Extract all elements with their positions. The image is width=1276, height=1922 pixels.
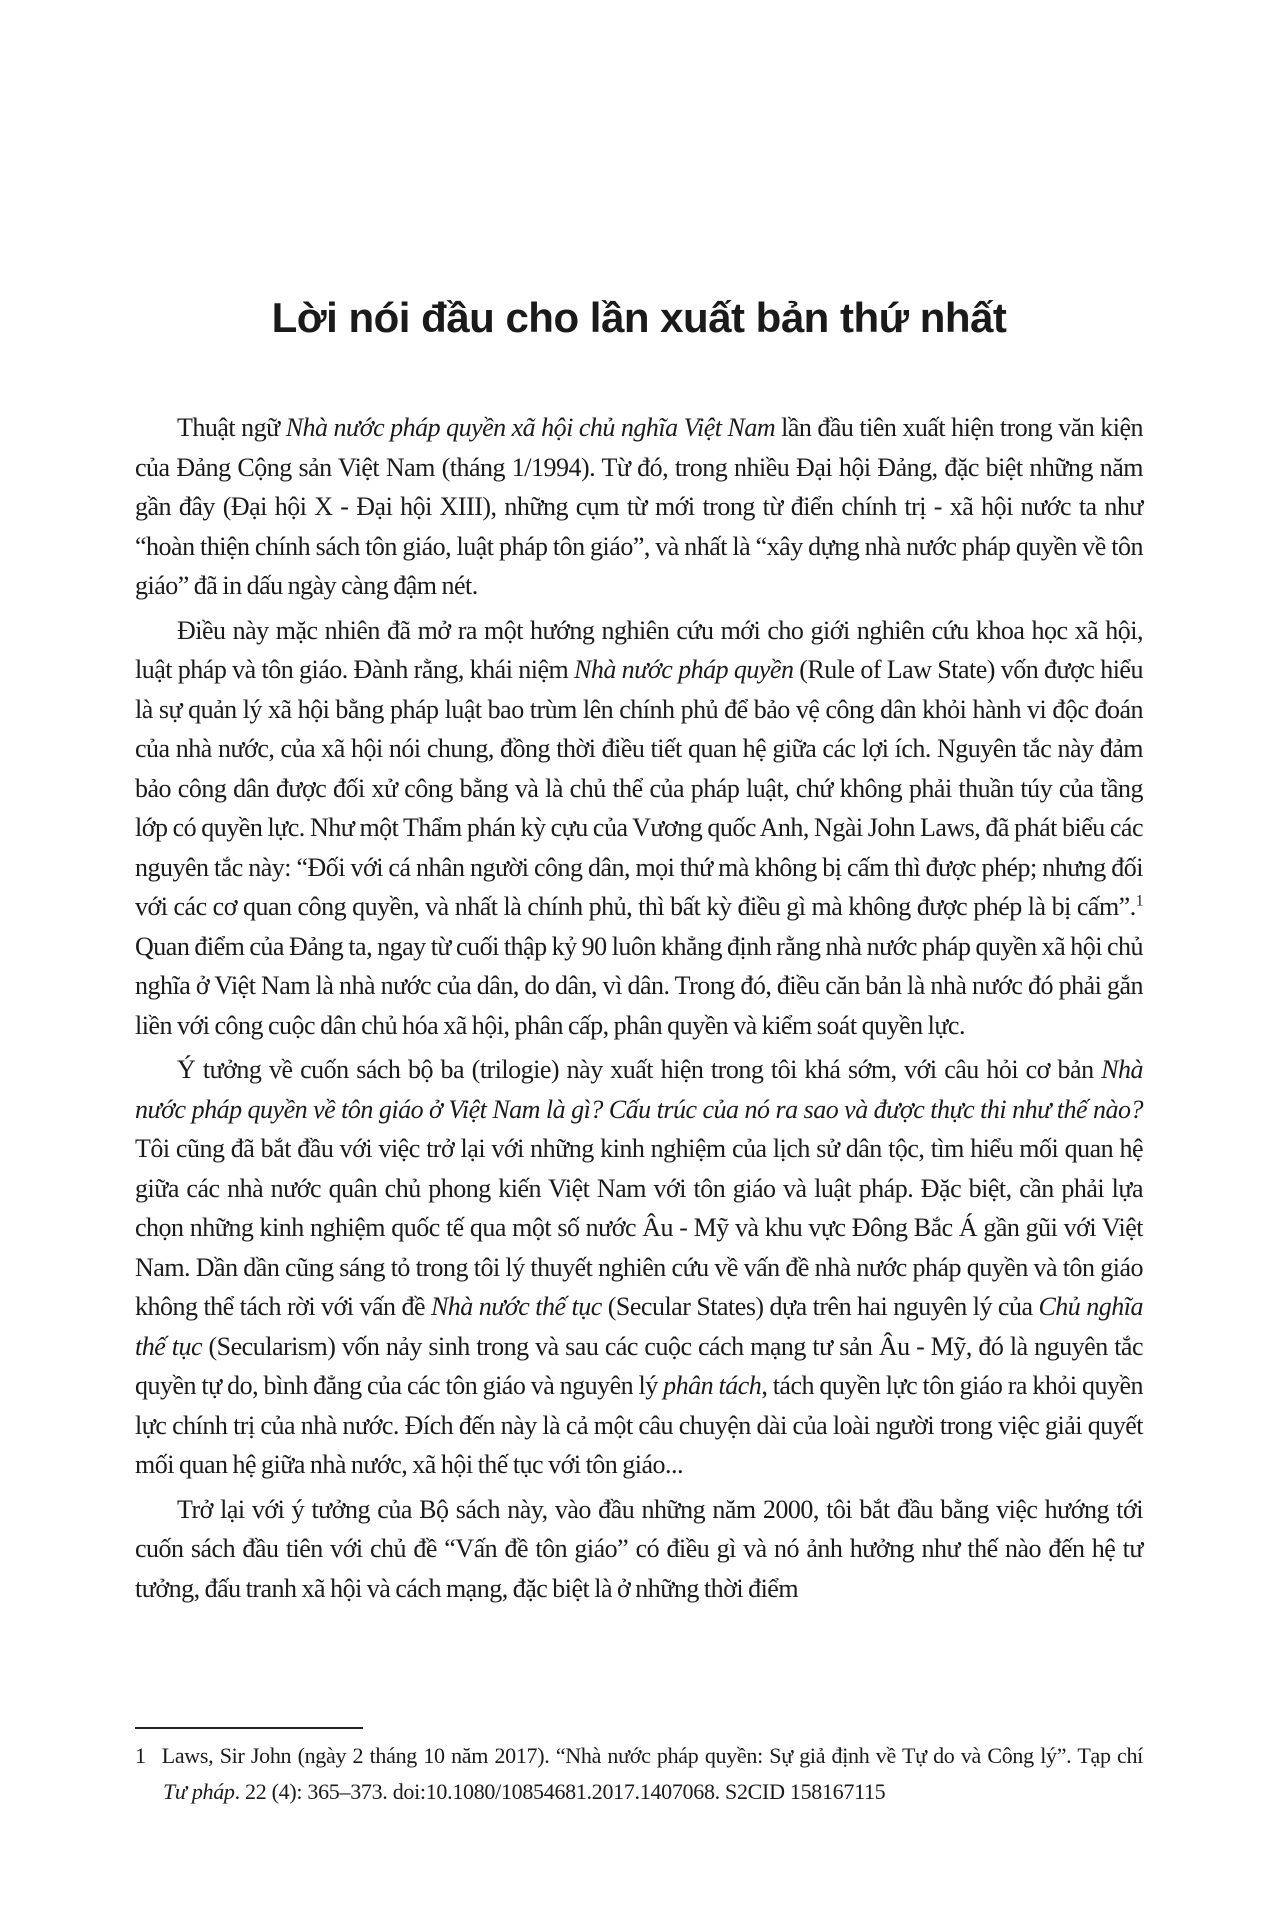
text-segment: (Secular States) dựa trên hai nguyên lý của [601,1292,1039,1322]
text-segment: Chủ nghĩa thế tục [135,1292,1143,1361]
footnote-reference: 1 [1135,892,1143,910]
text-segment: Ý tưởng về cuốn sách bộ ba (trilogie) này xuất hiện trong tôi khá sớm, với câu hỏi cơ bản [177,1055,1102,1085]
text-segment: Nhà nước thế tục [430,1292,602,1322]
footnote-segment: . 22 (4): 365–373. doi:10.1080/10854681.2017.1407068. S2CID 158167115 [234,1779,886,1804]
footnote-segment: Laws, Sir John (ngày 2 tháng 10 năm 2017). “Nhà nước pháp quyền: Sự giả định về Tự do và Công lý”. Tạp chí [161,1743,1143,1768]
text-segment: Điều này mặc nhiên đã mở ra một hướng nghiên cứu mới cho giới nghiên cứu khoa học xã hội, luật pháp và tôn giáo. Đành rằng, khái niệm [135,615,1143,685]
text-block [135,294,1143,1613]
page-title: Lời nói đầu cho lần xuất bản thứ nhất [271,294,1007,341]
footnote-segment: Tư pháp [163,1779,235,1804]
text-segment: Nhà nước pháp quyền [574,655,794,685]
text-segment: Quan điểm của Đảng ta, ngay từ cuối thập kỷ 90 luôn khẳng định rằng nhà nước pháp quyền xã hội chủ nghĩa ở Việt Nam là nhà nước của dân, do dân, vì dân. Trong đó, điều căn bản là nhà nước đó phải gắn liền với công cuộc dân chủ hóa xã hội, phân cấp, phân quyền và kiểm soát quyền lực. [135,931,1143,1040]
text-segment: Thuật ngữ [177,413,286,443]
paragraph [135,611,1143,1046]
paragraphs [135,408,1143,1608]
text-segment: lần đầu tiên xuất hiện trong văn kiện của Đảng Cộng sản Việt Nam (tháng 1/1994). Từ đó, trong nhiều Đại hội Đảng, đặc biệt những năm gần đây (Đại hội X - Đại hội XIII), những cụm từ mới trong từ điển chính trị - xã hội nước ta như “hoàn thiện chính sách tôn giáo, luật pháp tôn giáo”, và nhất là “xây dựng nhà nước pháp quyền về tôn giáo” đã in dấu ngày càng đậm nét. [135,413,1143,601]
text-segment: Tôi cũng đã bắt đầu với việc trở lại với những kinh nghiệm của lịch sử dân tộc, tìm hiểu mối quan hệ giữa các nhà nước quân chủ phong kiến Việt Nam với tôn giáo và luật pháp. Đặc biệt, cần phải lựa chọn những kinh nghiệm quốc tế qua một số nước Âu - Mỹ và khu vực Đông Bắc Á gần gũi với Việt Nam. Dần dần cũng sáng tỏ trong tôi lý thuyết nghiên cứu về vấn đề nhà nước pháp quyền và tôn giáo không thể tách rời với vấn đề [135,1134,1143,1322]
text-segment: Nhà nước pháp quyền về tôn giáo ở Việt Nam là gì? Cấu trúc của nó ra sao và được thực thi như thế nào? [135,1055,1143,1124]
text-segment: phân tách [663,1371,762,1401]
text-segment: Nhà nước pháp quyền xã hội chủ nghĩa Việt Nam [285,413,776,443]
text-segment: , tách quyền lực tôn giáo ra khỏi quyền lực chính trị của nhà nước. Đích đến này là cả một câu chuyện dài của loài người trong việc giải quyết mối quan hệ giữa nhà nước, xã hội thế tục với tôn giáo... [135,1371,1143,1480]
paragraph [135,408,1143,606]
paragraph [135,1490,1143,1609]
footnote-marker: 1 [135,1743,146,1768]
text-segment: (Secularism) vốn nảy sinh trong và sau các cuộc cách mạng tư sản Âu - Mỹ, đó là nguyên tắc quyền tự do, bình đẳng của các tôn giáo và nguyên lý [135,1331,1143,1401]
text-segment: Trở lại với ý tưởng của Bộ sách này, vào đầu những năm 2000, tôi bắt đầu bằng việc hướng tới cuốn sách đầu tiên với chủ đề “Vấn đề tôn giáo” có điều gì và nó ảnh hưởng như thế nào đến hệ tư tưởng, đấu tranh xã hội và cách mạng, đặc biệt là ở những thời điểm [135,1494,1143,1603]
paragraph [135,1050,1143,1485]
text-segment: (Rule of Law State) vốn được hiểu là sự quản lý xã hội bằng pháp luật bao trùm lên chính phủ để bảo vệ công dân khỏi hành vi độc đoán của nhà nước, của xã hội nói chung, đồng thời điều tiết quan hệ giữa các lợi ích. Nguyên tắc này đảm bảo công dân được đối xử công bằng và là chủ thể của pháp luật, chứ không phải thuần túy của tầng lớp có quyền lực. Như một Thẩm phán kỳ cựu của Vương quốc Anh, Ngài John Laws, đã phát biểu các nguyên tắc này: “Đối với cá nhân người công dân, mọi thứ mà không bị cấm thì được phép; nhưng đối với các cơ quan công quyền, và nhất là chính phủ, thì bất kỳ điều gì mà không được phép là bị cấm”. [135,655,1143,922]
footnote-text [162,1743,1143,1804]
footnote-entry [135,1738,1143,1810]
footnote-separator [135,1727,363,1729]
footnote [135,1727,1143,1810]
